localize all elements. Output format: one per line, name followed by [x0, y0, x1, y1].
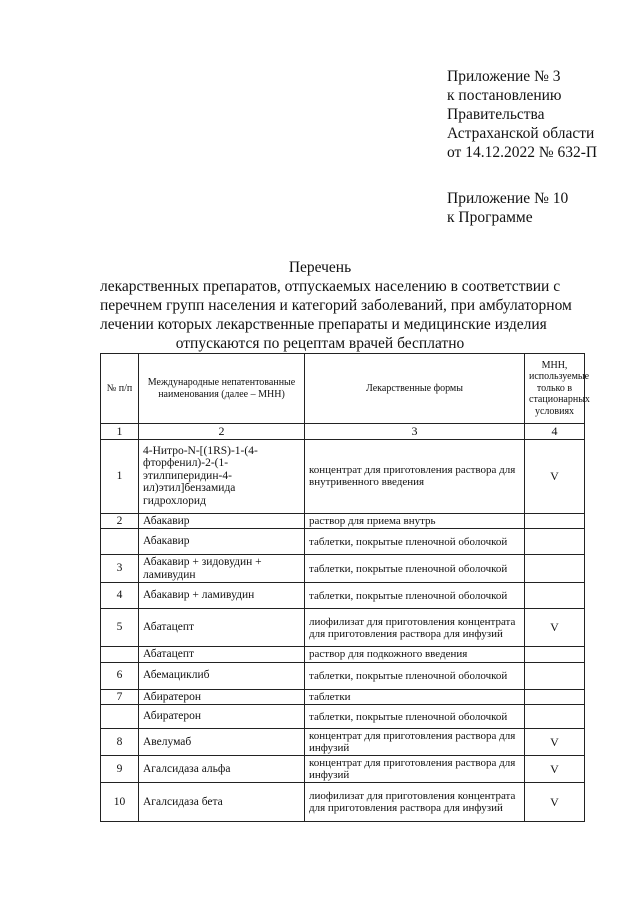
dosage-form-cell: таблетки, покрытые пленочной оболочкой — [305, 705, 525, 729]
appendix-program-block — [447, 189, 568, 227]
dosage-form-cell: концентрат для приготовления раствора для инфузий — [305, 729, 525, 756]
table-row — [101, 555, 585, 583]
table-row — [101, 756, 585, 783]
title-line: лечении которых лекарственные препараты и медицинские изделия — [100, 316, 547, 333]
row-number-cell — [101, 529, 139, 555]
title-line: перечнем групп населения и категорий заболеваний, при амбулаторном — [100, 297, 572, 314]
index-cell: 3 — [305, 424, 525, 440]
table-row — [101, 689, 585, 705]
dosage-form-cell: концентрат для приготовления раствора для внутривенного введения — [305, 439, 525, 513]
hospital-only-cell — [525, 555, 585, 583]
drug-name-cell: Агалсидаза альфа — [139, 756, 305, 783]
row-number-cell: 1 — [101, 439, 139, 513]
drug-name-cell: Абатацепт — [139, 609, 305, 647]
row-number-cell: 7 — [101, 689, 139, 705]
row-number-cell: 4 — [101, 583, 139, 609]
dosage-form-cell: таблетки, покрытые пленочной оболочкой — [305, 555, 525, 583]
header-form: Лекарственные формы — [305, 354, 525, 424]
table-row — [101, 513, 585, 529]
hospital-only-cell — [525, 689, 585, 705]
table-row — [101, 783, 585, 822]
title-line: лекарственных препаратов, отпускаемых населению в соответствии с — [100, 278, 561, 295]
drug-name-cell: Абакавир — [139, 513, 305, 529]
row-number-cell: 9 — [101, 756, 139, 783]
table-row — [101, 729, 585, 756]
hospital-only-cell: V — [525, 783, 585, 822]
drug-name-cell: Абакавир + ламивудин — [139, 583, 305, 609]
dosage-form-cell: таблетки, покрытые пленочной оболочкой — [305, 662, 525, 689]
header-mnn: МНН, используемые только в стационарных условиях — [525, 354, 585, 424]
appendix-main-block — [447, 67, 597, 162]
hospital-only-cell — [525, 583, 585, 609]
hospital-only-cell: V — [525, 609, 585, 647]
title-line: отпускаются по рецептам врачей бесплатно — [175, 335, 465, 352]
hospital-only-cell: V — [525, 756, 585, 783]
row-number-cell — [101, 705, 139, 729]
table-row — [101, 662, 585, 689]
table-header-row — [101, 354, 585, 424]
document-title — [100, 258, 572, 353]
hospital-only-cell: V — [525, 439, 585, 513]
drug-name-cell: Авелумаб — [139, 729, 305, 756]
dosage-form-cell: таблетки — [305, 689, 525, 705]
dosage-form-cell: раствор для подкожного введения — [305, 647, 525, 663]
hospital-only-cell: V — [525, 729, 585, 756]
hospital-only-cell — [525, 513, 585, 529]
appendix-program-line: к Программе — [447, 209, 533, 226]
row-number-cell: 3 — [101, 555, 139, 583]
drug-name-cell: Абемациклиб — [139, 662, 305, 689]
table-row — [101, 439, 585, 513]
row-number-cell: 2 — [101, 513, 139, 529]
index-cell: 1 — [101, 424, 139, 440]
header-num: № п/п — [101, 354, 139, 424]
title-heading: Перечень — [288, 259, 352, 276]
hospital-only-cell — [525, 647, 585, 663]
dosage-form-cell: раствор для приема внутрь — [305, 513, 525, 529]
appendix-main-line: к постановлению — [447, 87, 562, 104]
hospital-only-cell — [525, 662, 585, 689]
hospital-only-cell — [525, 705, 585, 729]
drug-name-cell: Абиратерон — [139, 705, 305, 729]
row-number-cell: 8 — [101, 729, 139, 756]
dosage-form-cell: таблетки, покрытые пленочной оболочкой — [305, 529, 525, 555]
index-cell: 2 — [139, 424, 305, 440]
row-number-cell: 6 — [101, 662, 139, 689]
appendix-main-line: от 14.12.2022 № 632-П — [447, 144, 598, 161]
table-row — [101, 529, 585, 555]
header-name: Международные непатентованные наименования (далее – МНН) — [139, 354, 305, 424]
index-cell: 4 — [525, 424, 585, 440]
drug-name-cell: Агалсидаза бета — [139, 783, 305, 822]
appendix-main-line: Правительства — [447, 106, 545, 123]
row-number-cell: 10 — [101, 783, 139, 822]
drug-name-cell: Абакавир + зидовудин + ламивудин — [139, 555, 305, 583]
dosage-form-cell: лиофилизат для приготовления концентрата для приготовления раствора для инфузий — [305, 609, 525, 647]
hospital-only-cell — [525, 529, 585, 555]
table-row — [101, 705, 585, 729]
row-number-cell: 5 — [101, 609, 139, 647]
dosage-form-cell: таблетки, покрытые пленочной оболочкой — [305, 583, 525, 609]
appendix-main-line: Астраханской области — [447, 125, 595, 142]
drug-name-cell: Абакавир — [139, 529, 305, 555]
drug-name-cell: Абатацепт — [139, 647, 305, 663]
drug-name-cell: 4-Нитро-N-[(1RS)-1-(4-фторфенил)-2-(1-этилпиперидин-4-ил)этил]бензамида гидрохлорид — [139, 439, 305, 513]
table-row — [101, 609, 585, 647]
row-number-cell — [101, 647, 139, 663]
drug-name-cell: Абиратерон — [139, 689, 305, 705]
dosage-form-cell: лиофилизат для приготовления концентрата для приготовления раствора для инфузий — [305, 783, 525, 822]
appendix-program-line: Приложение № 10 — [447, 190, 569, 207]
table-row — [101, 647, 585, 663]
dosage-form-cell: концентрат для приготовления раствора для инфузий — [305, 756, 525, 783]
appendix-main-line: Приложение № 3 — [447, 68, 561, 85]
column-index-row — [101, 424, 585, 440]
drug-list-table — [100, 353, 590, 822]
table-row — [101, 583, 585, 609]
